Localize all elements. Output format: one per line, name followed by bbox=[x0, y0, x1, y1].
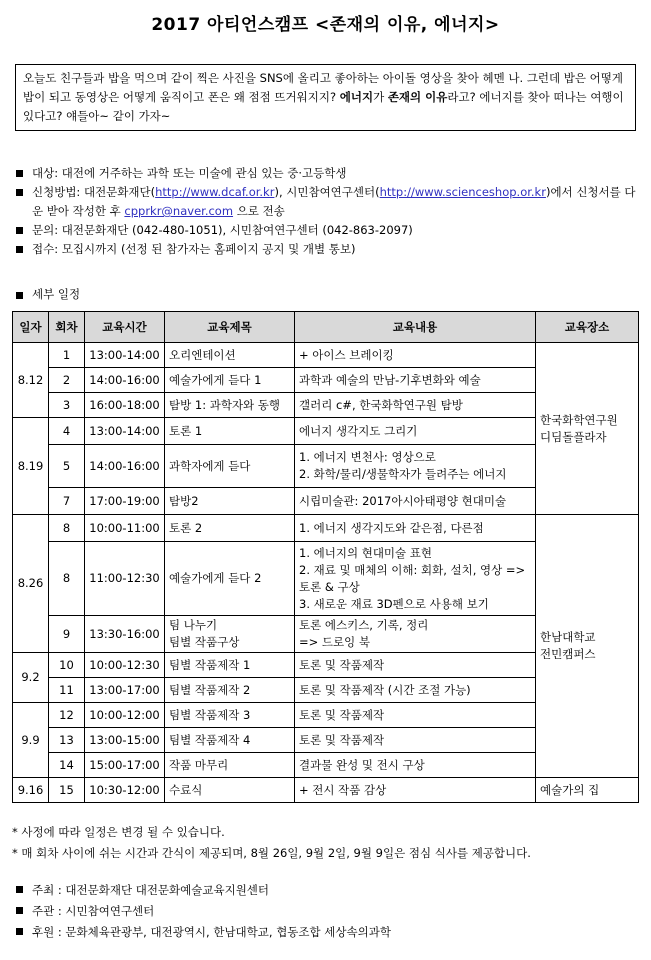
session-cell: 4 bbox=[49, 418, 85, 445]
header-place: 교육장소 bbox=[536, 312, 639, 343]
time-cell: 13:00-15:00 bbox=[85, 728, 165, 753]
email-link[interactable]: cpprkr@naver.com bbox=[124, 204, 234, 218]
content-cell: 토론 및 작품제작 bbox=[295, 703, 536, 728]
intro-text: 오늘도 친구들과 밥을 먹으며 같이 찍은 사진을 SNS에 올리고 좋아하는 아이돌 영상을 찾아 헤멘 나. 그런데 밥은 어떻게 밥이 되고 동영상은 어떻게 움직이고 폰은 왜 점점 뜨거워지지? bbox=[23, 71, 624, 104]
square-bullet-icon bbox=[16, 886, 23, 893]
session-cell: 3 bbox=[49, 393, 85, 418]
page-title: 2017 아티언스캠프 <존재의 이유, 에너지> bbox=[151, 15, 500, 35]
square-bullet-icon bbox=[16, 928, 23, 935]
support-line: 후원 : 문화체육관광부, 대전광역시, 한남대학교, 협동조합 세상속의과학 bbox=[12, 922, 391, 943]
dcaf-link[interactable]: http://www.dcaf.or.kr bbox=[155, 185, 275, 199]
intro-box bbox=[15, 64, 636, 131]
date-cell: 9.9 bbox=[13, 703, 49, 778]
title-cell: 토론 1 bbox=[165, 418, 295, 445]
time-cell: 10:30-12:00 bbox=[85, 778, 165, 803]
intro-text: 라고? 에너지를 찾아 떠나는 여행이 있다고? 얘들아~ 같이 가자~ bbox=[23, 90, 624, 123]
host-line: 주최 : 대전문화재단 대전문화예술교육지원센터 bbox=[12, 880, 391, 901]
content-cell: 시립미술관: 2017아시아태평양 현대미술 bbox=[295, 488, 536, 515]
table-row bbox=[13, 343, 639, 368]
square-bullet-icon bbox=[16, 246, 23, 253]
schedule-heading: 세부 일정 bbox=[12, 286, 80, 302]
session-cell: 5 bbox=[49, 445, 85, 488]
scienceshop-link[interactable]: http://www.scienceshop.or.kr bbox=[379, 185, 546, 199]
date-cell: 9.16 bbox=[13, 778, 49, 803]
time-cell: 17:00-19:00 bbox=[85, 488, 165, 515]
header-date: 일자 bbox=[13, 312, 49, 343]
notes bbox=[12, 822, 531, 864]
title-cell: 팀별 작품제작 2 bbox=[165, 678, 295, 703]
square-bullet-icon bbox=[16, 189, 23, 196]
session-cell: 10 bbox=[49, 653, 85, 678]
content-cell: 1. 에너지의 현대미술 표현 2. 재료 및 매체의 이해: 회화, 설치, 영상 => 토론 & 구상 3. 새로운 재료 3D펜으로 사용해 보기 bbox=[295, 542, 536, 616]
place-cell: 예술가의 집 bbox=[536, 778, 639, 803]
title-cell: 팀별 작품제작 4 bbox=[165, 728, 295, 753]
time-cell: 10:00-11:00 bbox=[85, 515, 165, 542]
session-cell: 13 bbox=[49, 728, 85, 753]
title-cell: 탐방2 bbox=[165, 488, 295, 515]
header-content: 교육내용 bbox=[295, 312, 536, 343]
intro-text: 가 bbox=[373, 90, 388, 104]
time-cell: 16:00-18:00 bbox=[85, 393, 165, 418]
session-cell: 8 bbox=[49, 542, 85, 616]
time-cell: 14:00-16:00 bbox=[85, 368, 165, 393]
title-cell: 팀별 작품제작 3 bbox=[165, 703, 295, 728]
organizer-line: 주관 : 시민참여연구센터 bbox=[12, 901, 391, 922]
session-cell: 14 bbox=[49, 753, 85, 778]
content-cell: 토론 에스키스, 기록, 정리 => 드로잉 북 bbox=[295, 616, 536, 653]
session-cell: 11 bbox=[49, 678, 85, 703]
date-cell: 8.26 bbox=[13, 515, 49, 653]
time-cell: 11:00-12:30 bbox=[85, 542, 165, 616]
square-bullet-icon bbox=[16, 227, 23, 234]
info-contact: 문의: 대전문화재단 (042-480-1051), 시민참여연구센터 (042-863-2097) bbox=[12, 221, 637, 240]
schedule-table bbox=[12, 311, 639, 803]
content-cell: 결과물 완성 및 전시 구상 bbox=[295, 753, 536, 778]
content-cell: 토론 및 작품제작 bbox=[295, 728, 536, 753]
time-cell: 13:00-14:00 bbox=[85, 418, 165, 445]
table-row bbox=[13, 515, 639, 542]
content-cell: 1. 에너지 변천사: 영상으로 2. 화학/물리/생물학자가 들려주는 에너지 bbox=[295, 445, 536, 488]
time-cell: 13:00-17:00 bbox=[85, 678, 165, 703]
info-deadline: 접수: 모집시까지 (선정 된 참가자는 홈페이지 공지 및 개별 통보) bbox=[12, 240, 637, 259]
time-cell: 13:00-14:00 bbox=[85, 343, 165, 368]
time-cell: 10:00-12:30 bbox=[85, 653, 165, 678]
square-bullet-icon bbox=[16, 292, 23, 299]
content-cell: 과학과 예술의 만남-기후변화와 예술 bbox=[295, 368, 536, 393]
date-cell: 8.12 bbox=[13, 343, 49, 418]
note-item: * 매 회차 사이에 쉬는 시간과 간식이 제공되며, 8월 26일, 9월 2일, 9월 9일은 점심 식사를 제공합니다. bbox=[12, 846, 531, 860]
intro-keyword-energy: 에너지 bbox=[339, 90, 374, 104]
header-title: 교육제목 bbox=[165, 312, 295, 343]
content-cell: + 전시 작품 감상 bbox=[295, 778, 536, 803]
session-cell: 8 bbox=[49, 515, 85, 542]
date-cell: 8.19 bbox=[13, 418, 49, 515]
square-bullet-icon bbox=[16, 907, 23, 914]
title-cell: 오리엔테이션 bbox=[165, 343, 295, 368]
place-cell: 한국화학연구원 디딤돌플라자 bbox=[536, 343, 639, 515]
session-cell: 7 bbox=[49, 488, 85, 515]
note-item: * 사정에 따라 일정은 변경 될 수 있습니다. bbox=[12, 825, 225, 839]
content-cell: 에너지 생각지도 그리기 bbox=[295, 418, 536, 445]
info-target: 대상: 대전에 거주하는 과학 또는 미술에 관심 있는 중·고등학생 bbox=[12, 164, 637, 183]
date-cell: 9.2 bbox=[13, 653, 49, 703]
title-cell: 탐방 1: 과학자와 동행 bbox=[165, 393, 295, 418]
content-cell: 토론 및 작품제작 bbox=[295, 653, 536, 678]
session-cell: 1 bbox=[49, 343, 85, 368]
time-cell: 15:00-17:00 bbox=[85, 753, 165, 778]
info-list bbox=[12, 164, 637, 259]
content-cell: + 아이스 브레이킹 bbox=[295, 343, 536, 368]
place-cell: 한남대학교 전민캠퍼스 bbox=[536, 515, 639, 778]
session-cell: 9 bbox=[49, 616, 85, 653]
title-cell: 과학자에게 듣다 bbox=[165, 445, 295, 488]
title-cell: 수료식 bbox=[165, 778, 295, 803]
title-cell: 예술가에게 듣다 1 bbox=[165, 368, 295, 393]
content-cell: 토론 및 작품제작 (시간 조절 가능) bbox=[295, 678, 536, 703]
content-cell: 갤러리 c#, 한국화학연구원 탐방 bbox=[295, 393, 536, 418]
session-cell: 15 bbox=[49, 778, 85, 803]
title-cell: 팀 나누기 팀별 작품구상 bbox=[165, 616, 295, 653]
header-time: 교육시간 bbox=[85, 312, 165, 343]
title-cell: 토론 2 bbox=[165, 515, 295, 542]
header-session: 회차 bbox=[49, 312, 85, 343]
square-bullet-icon bbox=[16, 170, 23, 177]
title-cell: 팀별 작품제작 1 bbox=[165, 653, 295, 678]
session-cell: 2 bbox=[49, 368, 85, 393]
intro-keyword-reason: 존재의 이유 bbox=[387, 90, 448, 104]
sponsors bbox=[12, 880, 391, 943]
session-cell: 12 bbox=[49, 703, 85, 728]
table-row bbox=[13, 778, 639, 803]
time-cell: 14:00-16:00 bbox=[85, 445, 165, 488]
time-cell: 13:30-16:00 bbox=[85, 616, 165, 653]
info-apply: 신청방법: 대전문화재단(http://www.dcaf.or.kr), 시민참여연구센터(http://www.scienceshop.or.kr)에서 신청서를 다운 받아 작성한 후 cpprkr@naver.com 으로 전송 bbox=[12, 183, 637, 221]
time-cell: 10:00-12:00 bbox=[85, 703, 165, 728]
content-cell: 1. 에너지 생각지도와 같은점, 다른점 bbox=[295, 515, 536, 542]
title-cell: 작품 마무리 bbox=[165, 753, 295, 778]
table-header-row bbox=[13, 312, 639, 343]
title-cell: 예술가에게 듣다 2 bbox=[165, 542, 295, 616]
